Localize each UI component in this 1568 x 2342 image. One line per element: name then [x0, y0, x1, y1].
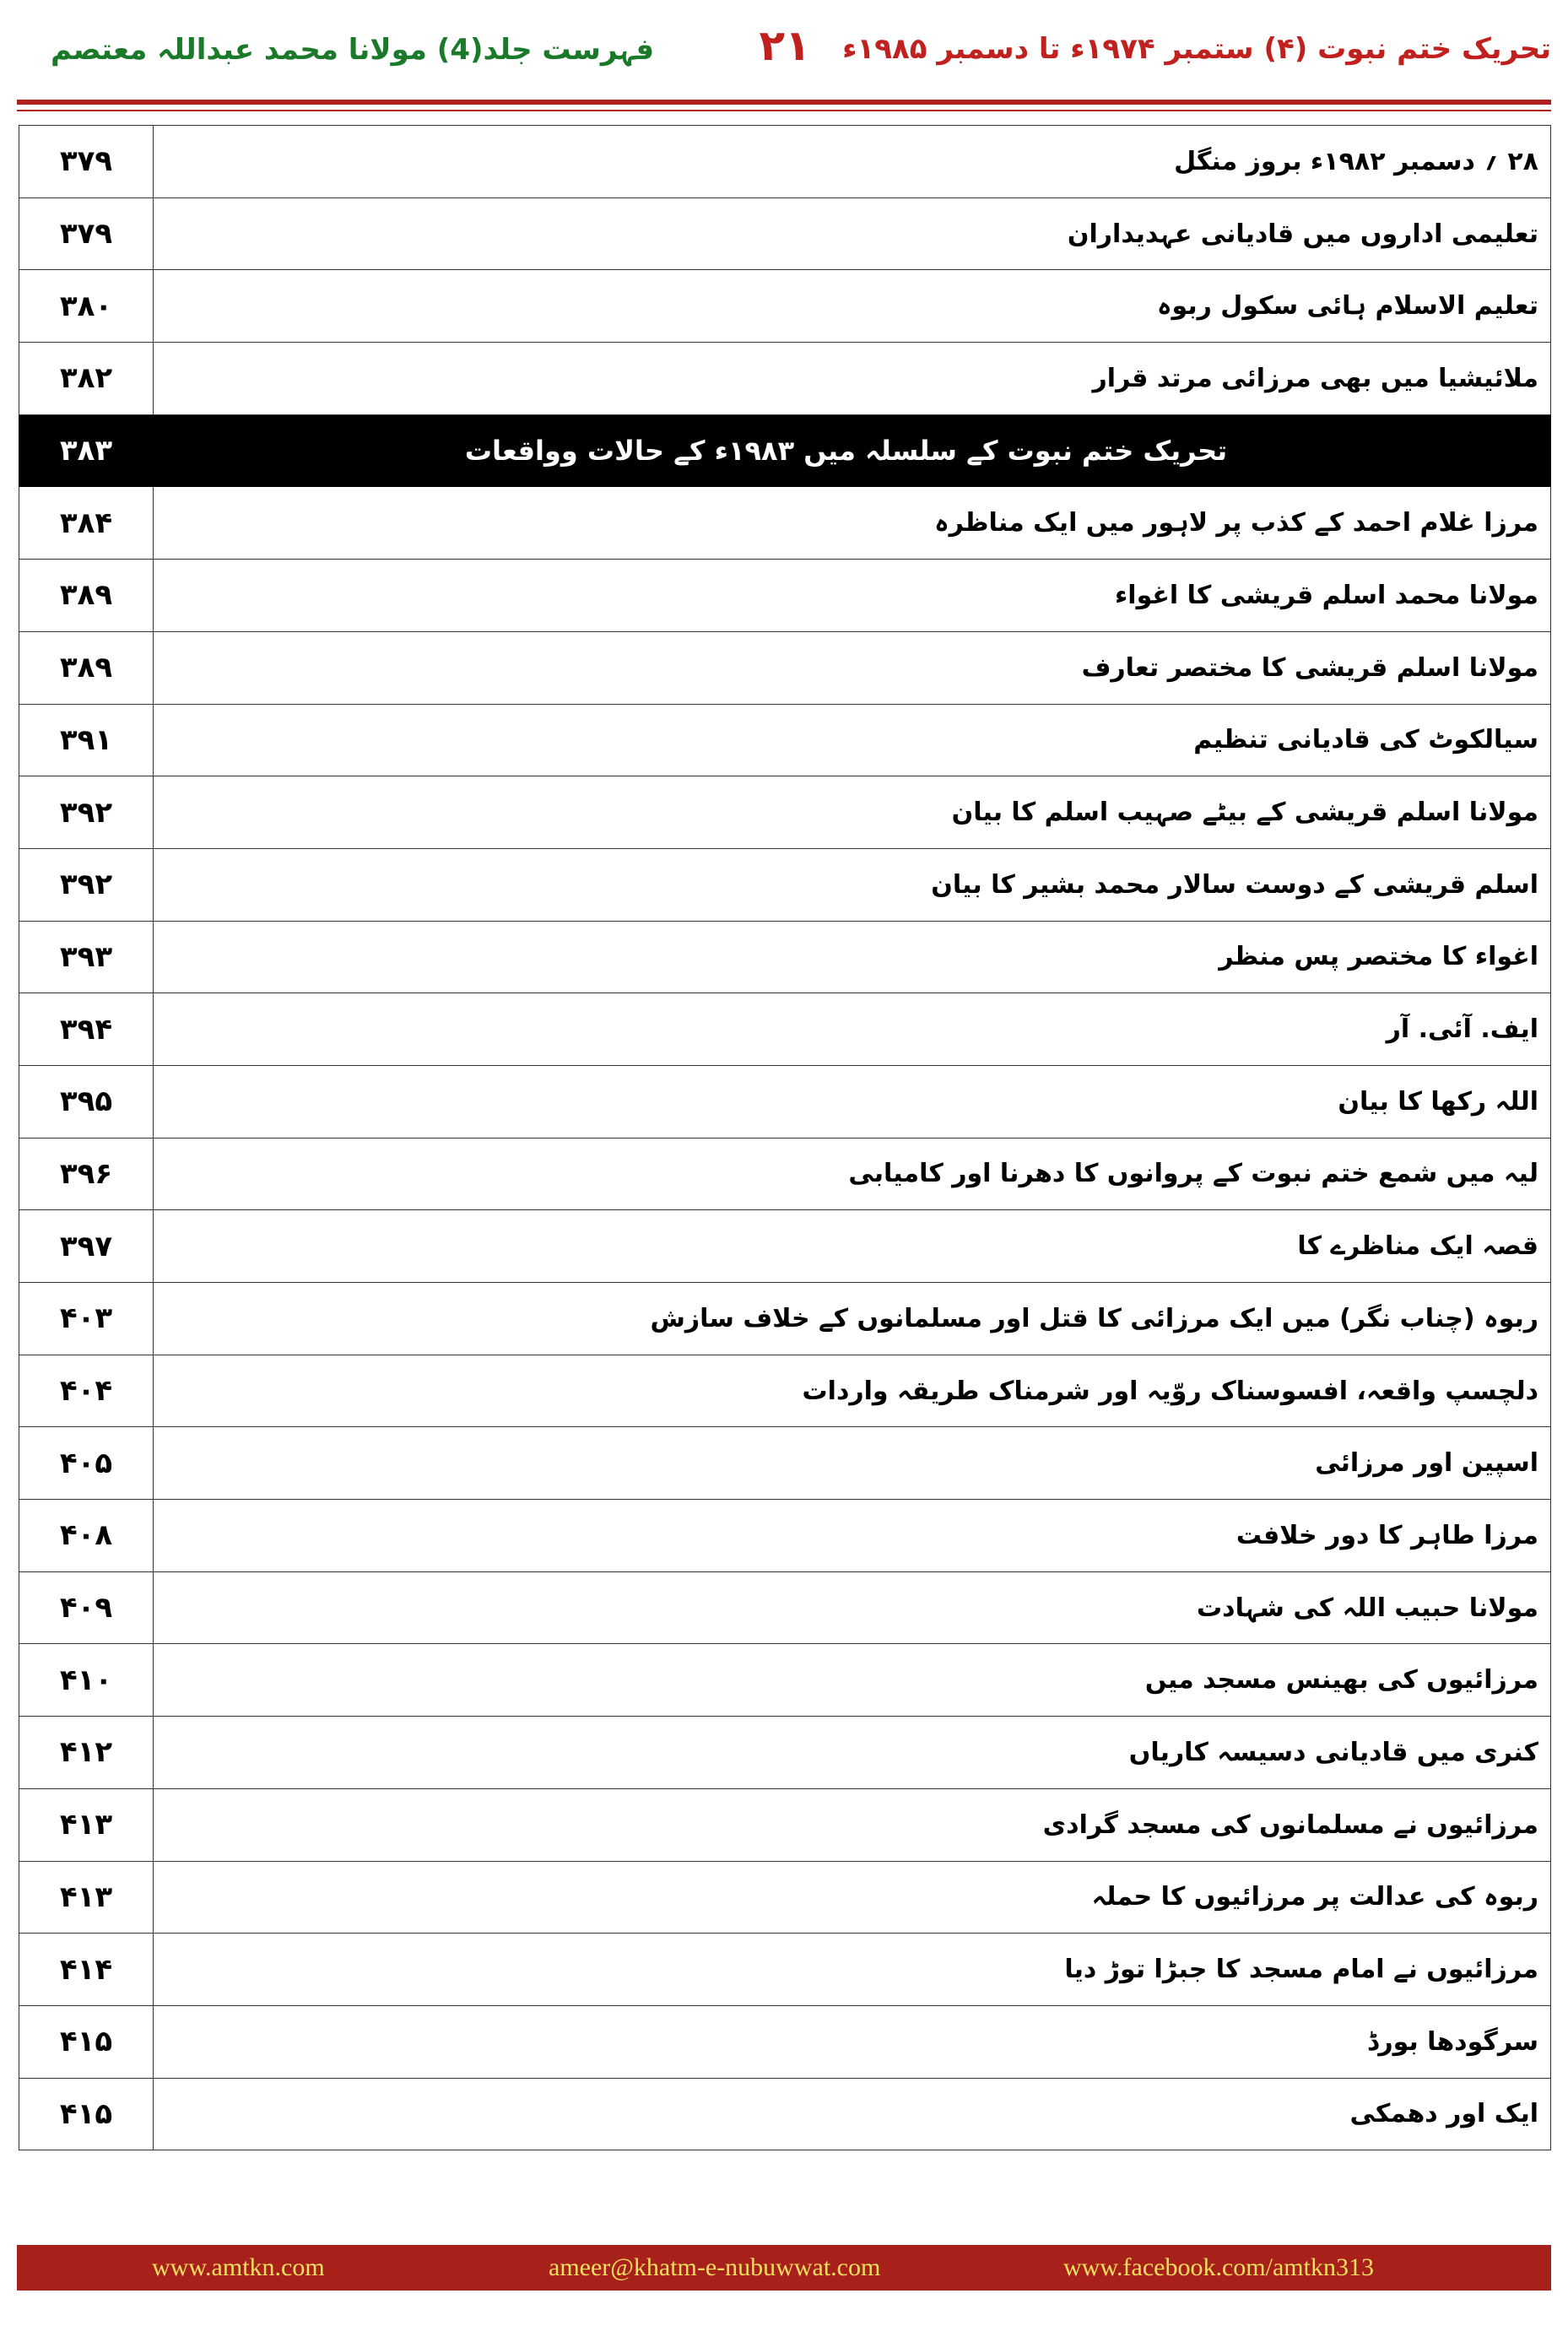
toc-entry-title[interactable]: اللہ رکھا کا بیان: [154, 1065, 1551, 1138]
toc-page-number: ۳۹۳: [19, 921, 154, 993]
toc-page-number: ۳۸۰: [19, 270, 154, 343]
toc-entry-title[interactable]: اغواء کا مختصر پس منظر: [154, 921, 1551, 993]
toc-page-number: ۳۷۹: [19, 197, 154, 270]
toc-entry-title[interactable]: مولانا حبیب اللہ کی شہادت: [154, 1571, 1551, 1644]
toc-page-number: ۳۸۴: [19, 487, 154, 560]
toc-page-number: ۴۰۳: [19, 1283, 154, 1355]
toc-page-number: ۳۸۹: [19, 631, 154, 704]
toc-row: [19, 1500, 1551, 1572]
toc-row: [19, 1427, 1551, 1500]
toc-entry-title[interactable]: ایک اور دھمکی: [154, 2078, 1551, 2150]
toc-row: [19, 1934, 1551, 2006]
toc-entry-title[interactable]: تعلیم الاسلام ہائی سکول ربوہ: [154, 270, 1551, 343]
toc-page-number: ۳۹۲: [19, 848, 154, 921]
toc-page-number: ۳۸۲: [19, 343, 154, 415]
page-footer: [17, 2245, 1551, 2291]
toc-entry-title[interactable]: مولانا اسلم قریشی کا مختصر تعارف: [154, 631, 1551, 704]
toc-entry-title[interactable]: مرزائیوں کی بھینس مسجد میں: [154, 1644, 1551, 1717]
footer-email-link[interactable]: ameer@khatm-e-nubuwwat.com: [549, 2253, 881, 2281]
toc-entry-title[interactable]: اسلم قریشی کے دوست سالار محمد بشیر کا بیان: [154, 848, 1551, 921]
header-rule-thick: [17, 100, 1551, 105]
toc-row: [19, 270, 1551, 343]
toc-row: [19, 776, 1551, 849]
toc-row: [19, 704, 1551, 776]
toc-page-number: ۳۸۳: [19, 414, 154, 487]
toc-entry-title[interactable]: سرگودھا بورڈ: [154, 2005, 1551, 2078]
footer-facebook-link[interactable]: www.facebook.com/amtkn313: [1063, 2253, 1374, 2281]
toc-page-number: ۴۱۴: [19, 1934, 154, 2006]
toc-row: [19, 343, 1551, 415]
toc-page-number: ۳۹۱: [19, 704, 154, 776]
toc-entry-title[interactable]: تعلیمی اداروں میں قادیانی عہدیداران: [154, 197, 1551, 270]
toc-row: [19, 2078, 1551, 2150]
volume-author-title: فہرست جلد(4) مولانا محمد عبداللہ معتصم: [51, 33, 655, 67]
footer-website-link[interactable]: www.amtkn.com: [152, 2253, 325, 2281]
toc-row: [19, 921, 1551, 993]
toc-entry-title[interactable]: سیالکوٹ کی قادیانی تنظیم: [154, 704, 1551, 776]
toc-page-number: ۴۱۵: [19, 2078, 154, 2150]
toc-entry-title[interactable]: لیہ میں شمع ختم نبوت کے پروانوں کا دھرنا اور کامیابی: [154, 1138, 1551, 1210]
toc-row: [19, 487, 1551, 560]
toc-row: [19, 1065, 1551, 1138]
toc-page-number: ۴۱۵: [19, 2005, 154, 2078]
toc-page-number: ۳۹۵: [19, 1065, 154, 1138]
toc-entry-title[interactable]: مولانا محمد اسلم قریشی کا اغواء: [154, 560, 1551, 632]
toc-row: [19, 126, 1551, 198]
toc-row: [19, 848, 1551, 921]
toc-page-number: ۴۱۳: [19, 1861, 154, 1934]
toc-entry-title[interactable]: ملائیشیا میں بھی مرزائی مرتد قرار: [154, 343, 1551, 415]
toc-row: [19, 1788, 1551, 1861]
toc-page-number: ۳۹۲: [19, 776, 154, 849]
toc-entry-title[interactable]: ایف. آئی. آر: [154, 993, 1551, 1066]
page-header: [0, 0, 1568, 101]
toc-page-number: ۴۱۳: [19, 1788, 154, 1861]
table-of-contents: [19, 125, 1551, 2150]
toc-entry-title[interactable]: کنری میں قادیانی دسیسہ کاریاں: [154, 1717, 1551, 1789]
toc-entry-title[interactable]: مولانا اسلم قریشی کے بیٹے صہیب اسلم کا بیان: [154, 776, 1551, 849]
toc-row: [19, 560, 1551, 632]
toc-entry-title[interactable]: مرزائیوں نے امام مسجد کا جبڑا توڑ دیا: [154, 1934, 1551, 2006]
toc-entry-title[interactable]: ربوہ کی عدالت پر مرزائیوں کا حملہ: [154, 1861, 1551, 1934]
toc-entry-title[interactable]: قصہ ایک مناظرے کا: [154, 1210, 1551, 1283]
toc-row: [19, 1644, 1551, 1717]
toc-row: [19, 197, 1551, 270]
toc-page-number: ۳۹۶: [19, 1138, 154, 1210]
toc-row: [19, 1138, 1551, 1210]
toc-entry-title[interactable]: مرزائیوں نے مسلمانوں کی مسجد گرادی: [154, 1788, 1551, 1861]
toc-entry-title[interactable]: مرزا طاہر کا دور خلافت: [154, 1500, 1551, 1572]
toc-page-number: ۳۹۷: [19, 1210, 154, 1283]
header-rule-thin: [17, 110, 1551, 111]
toc-row: [19, 631, 1551, 704]
toc-entry-title[interactable]: دلچسپ واقعہ، افسوسناک روّیہ اور شرمناک طریقہ واردات: [154, 1355, 1551, 1427]
toc-row: [19, 1210, 1551, 1283]
toc-entry-title[interactable]: ربوہ (چناب نگر) میں ایک مرزائی کا قتل اور مسلمانوں کے خلاف سازش: [154, 1283, 1551, 1355]
toc-section-heading[interactable]: تحریک ختم نبوت کے سلسلہ میں ۱۹۸۳ء کے حالات وواقعات: [154, 414, 1551, 487]
book-title: تحریک ختم نبوت (۴) ستمبر ۱۹۷۴ء تا دسمبر ۱۹۸۵ء: [842, 32, 1551, 66]
toc-section-heading-row: [19, 414, 1551, 487]
toc-entry-title[interactable]: ۲۸ ؍ دسمبر ۱۹۸۲ء بروز منگل: [154, 126, 1551, 198]
toc-page-number: ۴۰۹: [19, 1571, 154, 1644]
toc-row: [19, 1717, 1551, 1789]
toc-row: [19, 993, 1551, 1066]
toc-page-number: ۴۱۲: [19, 1717, 154, 1789]
toc-page-number: ۳۷۹: [19, 126, 154, 198]
toc-row: [19, 2005, 1551, 2078]
toc-page-number: ۴۰۸: [19, 1500, 154, 1572]
toc-row: [19, 1861, 1551, 1934]
toc-page-number: ۴۰۵: [19, 1427, 154, 1500]
toc-page-number: ۳۹۴: [19, 993, 154, 1066]
toc-page-number: ۴۰۴: [19, 1355, 154, 1427]
toc-row: [19, 1355, 1551, 1427]
toc-entry-title[interactable]: اسپین اور مرزائی: [154, 1427, 1551, 1500]
page-number: ۲۱: [759, 21, 811, 70]
toc-page-number: ۴۱۰: [19, 1644, 154, 1717]
toc-row: [19, 1283, 1551, 1355]
toc-page-number: ۳۸۹: [19, 560, 154, 632]
toc-entry-title[interactable]: مرزا غلام احمد کے کذب پر لاہور میں ایک مناظرہ: [154, 487, 1551, 560]
toc-row: [19, 1571, 1551, 1644]
